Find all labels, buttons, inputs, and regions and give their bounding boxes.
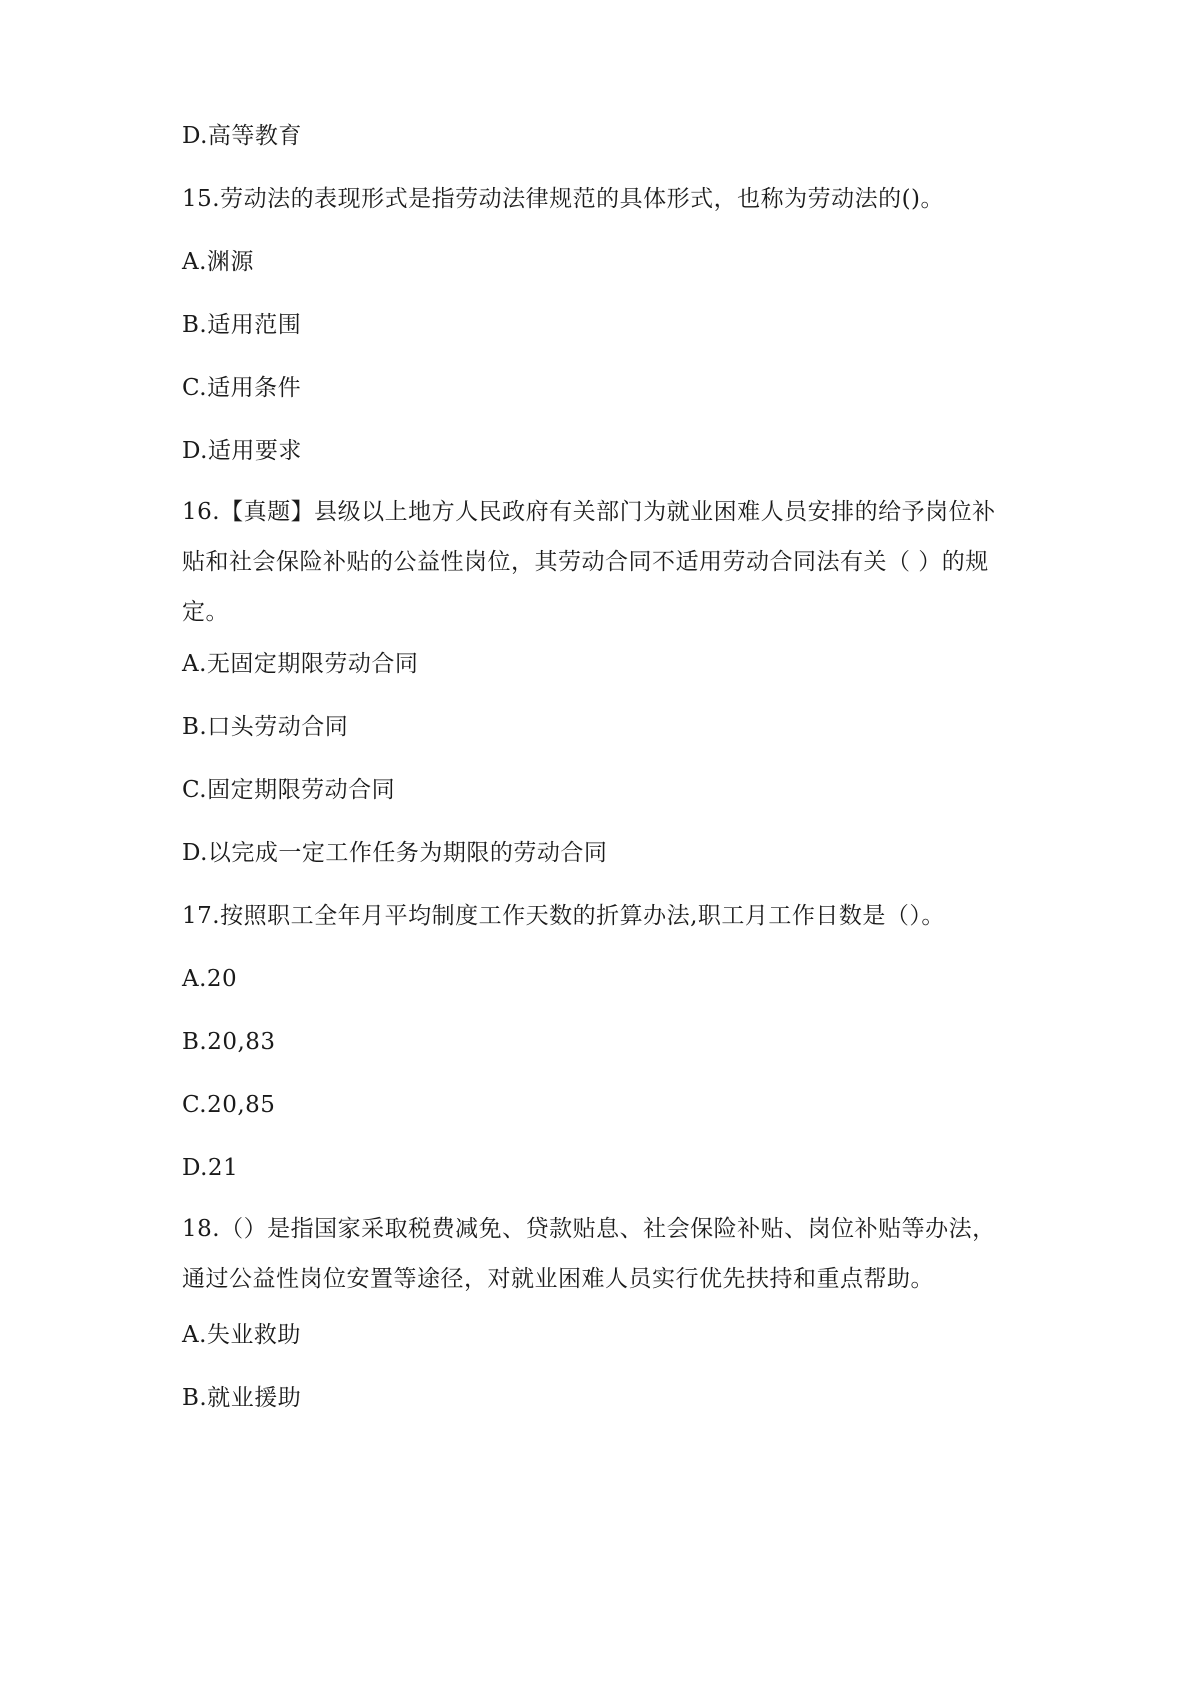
q18-option-b: B.就业援助 [182, 1385, 302, 1411]
q18-option-a: A.失业救助 [182, 1322, 301, 1348]
q16-option-d: D.以完成一定工作任务为期限的劳动合同 [182, 840, 608, 866]
q15-option-b: B.适用范围 [182, 312, 302, 338]
q15-option-c: C.适用条件 [182, 375, 302, 401]
q18-stem-line-2: 通过公益性岗位安置等途径，对就业困难人员实行优先扶持和重点帮助。 [182, 1266, 934, 1292]
q15-stem: 15.劳动法的表现形式是指劳动法律规范的具体形式，也称为劳动法的()。 [182, 186, 945, 212]
q17-option-d: D.21 [182, 1155, 239, 1181]
q17-option-c: C.20,85 [182, 1092, 276, 1118]
q16-stem-line-3: 定。 [182, 599, 229, 625]
q15-option-a: A.渊源 [182, 249, 254, 275]
q16-stem-line-1: 16.【真题】县级以上地方人民政府有关部门为就业困难人员安排的给予岗位补 [182, 499, 996, 525]
q16-stem-line-2: 贴和社会保险补贴的公益性岗位，其劳动合同不适用劳动合同法有关（ ）的规 [182, 549, 989, 575]
q18-stem-line-1: 18.（）是指国家采取税费减免、贷款贴息、社会保险补贴、岗位补贴等办法， [182, 1216, 996, 1242]
q16-option-c: C.固定期限劳动合同 [182, 777, 396, 803]
q17-stem: 17.按照职工全年月平均制度工作天数的折算办法,职工月工作日数是（）。 [182, 903, 945, 929]
q15-option-d: D.适用要求 [182, 438, 302, 464]
q16-option-b: B.口头劳动合同 [182, 714, 349, 740]
q18-stem [182, 1204, 1022, 1304]
q17-option-b: B.20,83 [182, 1029, 276, 1055]
q16-option-a: A.无固定期限劳动合同 [182, 651, 419, 677]
q14-option-d: D.高等教育 [182, 123, 302, 149]
q16-stem [182, 487, 1022, 637]
q17-option-a: A.20 [182, 966, 238, 992]
